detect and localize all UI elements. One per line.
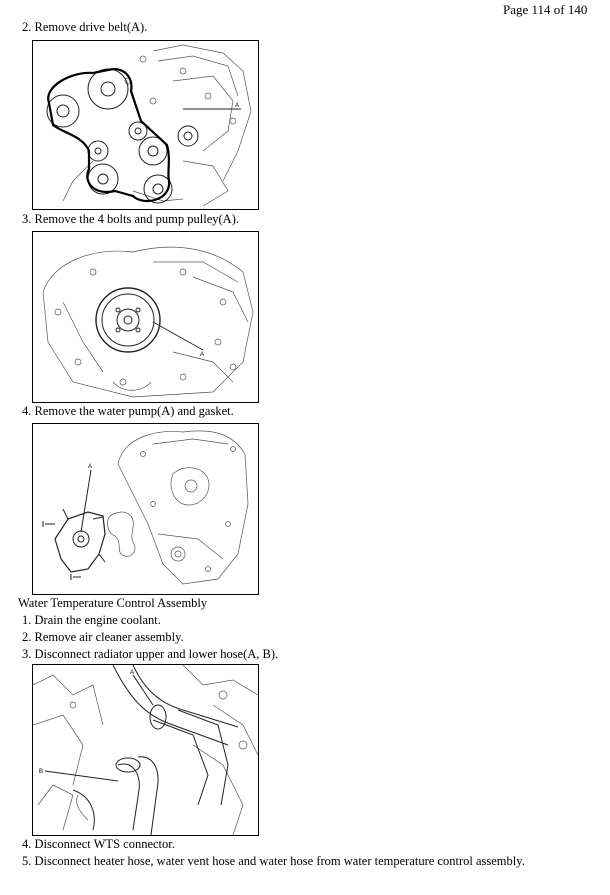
figure-water-pump [32,423,259,595]
section-title: Water Temperature Control Assembly [18,596,208,610]
label-hose-b: B [39,769,44,775]
label-hose-a: A [130,670,135,676]
figure-pump-pulley [32,231,259,403]
label-pulley-a: A [200,352,205,358]
step-disconnect-heater-hose: 5. Disconnect heater hose, water vent hose and water hose from water temperature control assembly. [22,854,525,868]
figure-drive-belt [32,40,259,210]
label-pump-a: A [88,464,93,470]
step-disconnect-radiator-hose: 3. Disconnect radiator upper and lower hose(A, B). [22,647,279,661]
figure-radiator-hose [32,664,259,836]
step-drain-coolant: 1. Drain the engine coolant. [22,613,161,627]
step-remove-water-pump: 4. Remove the water pump(A) and gasket. [22,404,234,418]
step-remove-air-cleaner: 2. Remove air cleaner assembly. [22,630,184,644]
step-disconnect-wts-connector: 4. Disconnect WTS connector. [22,837,175,851]
label-belt-a: A [235,103,240,109]
step-remove-drive-belt: 2. Remove drive belt(A). [22,20,148,34]
page-number: Page 114 of 140 [503,2,588,17]
step-remove-pump-pulley: 3. Remove the 4 bolts and pump pulley(A). [22,212,239,226]
